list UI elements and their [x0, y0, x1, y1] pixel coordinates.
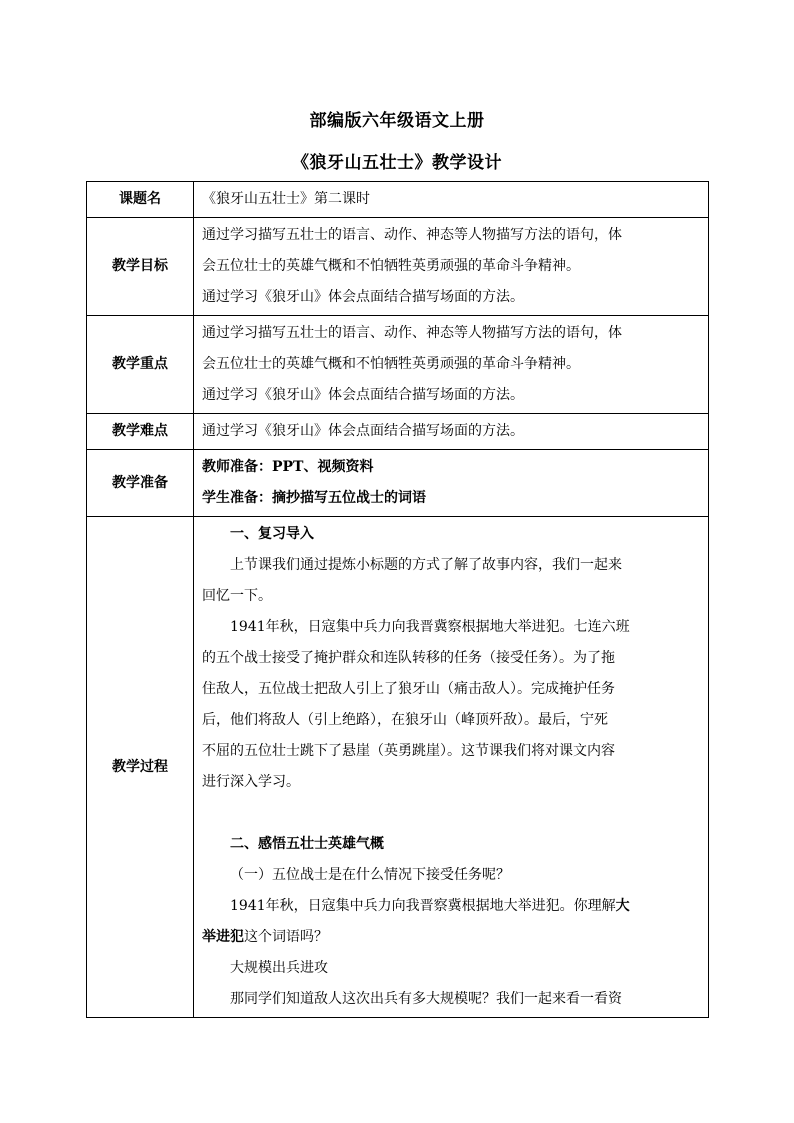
row-goal [87, 218, 709, 316]
process-line: 的五个战士接受了掩护群众和连队转移的任务（接受任务）。为了拖 [202, 650, 615, 666]
row-course [87, 182, 709, 218]
document-subtitle: 《狼牙山五壮士》教学设计 [292, 153, 502, 173]
row-key [87, 316, 709, 414]
label-process: 教学过程 [87, 517, 194, 1018]
process-line: 1941年秋，日寇集中兵力向我晋冀察根据地大举进犯。七连六班 [230, 619, 630, 635]
label-prep: 教学准备 [87, 450, 194, 517]
process-line [202, 922, 702, 953]
process-line: 回忆一下。 [202, 588, 272, 604]
section-heading: 一、复习导入 [230, 526, 314, 542]
key-line: 通过学习描写五壮士的语言、动作、神态等人物描写方法的语句，体 [202, 325, 622, 341]
blank-line [202, 798, 702, 829]
cell-difficulty [194, 414, 709, 450]
difficulty-line: 通过学习《狼牙山》体会点面结合描写场面的方法。 [202, 423, 524, 439]
cell-key [194, 316, 709, 414]
process-line: （一）五位战士是在什么情况下接受任务呢？ [230, 867, 510, 883]
process-line: 住敌人，五位战士把敌人引上了狼牙山（痛击敌人）。完成掩护任务 [202, 681, 615, 697]
row-prep [87, 450, 709, 517]
goal-line: 通过学习《狼牙山》体会点面结合描写场面的方法。 [202, 289, 524, 305]
section-heading: 二、感悟五壮士英雄气概 [230, 836, 384, 852]
goal-line: 通过学习描写五壮士的语言、动作、神态等人物描写方法的语句，体 [202, 227, 622, 243]
cell-course [194, 182, 709, 218]
cell-prep [194, 450, 709, 517]
process-line: 进行深入学习。 [202, 774, 300, 790]
row-process [87, 517, 709, 1018]
label-course: 课题名 [87, 182, 194, 218]
label-goal: 教学目标 [87, 218, 194, 316]
bold-term: 大 [615, 898, 630, 914]
process-line: 那同学们知道敌人这次出兵有多大规模呢？我们一起来看一看资 [230, 991, 622, 1007]
key-line: 通过学习《狼牙山》体会点面结合描写场面的方法。 [202, 387, 524, 403]
cell-goal [194, 218, 709, 316]
process-line: 上节课我们通过提炼小标题的方式了解了故事内容，我们一起来 [230, 557, 622, 573]
process-text: 这个词语吗？ [244, 929, 328, 945]
process-line [202, 891, 702, 922]
bold-term: 举进犯 [202, 929, 244, 945]
row-difficulty [87, 414, 709, 450]
process-line: 后，他们将敌人（引上绝路），在狼牙山（峰顶歼敌）。最后，宁死 [202, 712, 608, 728]
prep-teacher: 教师准备：PPT、视频资料 [202, 459, 374, 475]
label-difficulty: 教学难点 [87, 414, 194, 450]
document-title: 部编版六年级语文上册 [309, 111, 485, 131]
course-text: 《狼牙山五壮士》第二课时 [202, 191, 370, 207]
goal-line: 会五位壮士的英雄气概和不怕牺牲英勇顽强的革命斗争精神。 [202, 258, 580, 274]
prep-student: 学生准备：摘抄描写五位战士的词语 [202, 490, 426, 506]
cell-process [194, 517, 709, 1018]
key-line: 会五位壮士的英雄气概和不怕牺牲英勇顽强的革命斗争精神。 [202, 356, 580, 372]
process-line: 不屈的五位壮士跳下了悬崖（英勇跳崖）。这节课我们将对课文内容 [202, 743, 615, 759]
process-line: 大规模出兵进攻 [230, 960, 328, 976]
lesson-plan-table [86, 181, 709, 1018]
process-text: 1941年秋，日寇集中兵力向我晋察冀根据地大举进犯。你理解 [230, 898, 616, 914]
label-key: 教学重点 [87, 316, 194, 414]
